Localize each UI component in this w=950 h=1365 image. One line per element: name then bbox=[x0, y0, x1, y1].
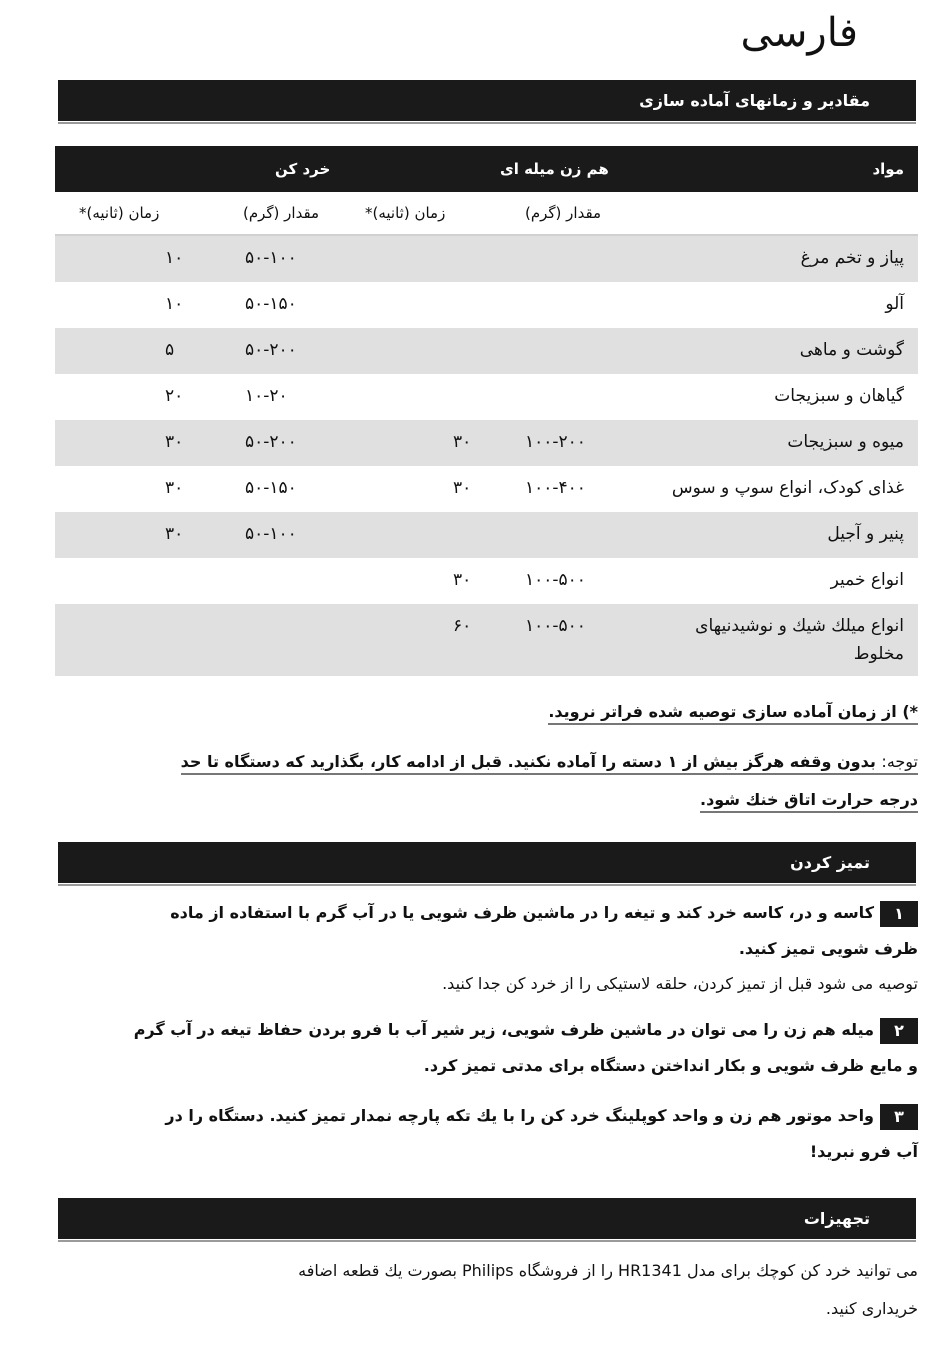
cleaning-step-2 bbox=[60, 1012, 918, 1084]
row-qty-2: ۵۰-۲۰۰ bbox=[245, 340, 297, 360]
subheader-time-1: زمان (ثانیه)* bbox=[365, 204, 446, 222]
table-row bbox=[55, 328, 918, 374]
row-item: غذای کودک، انواع سوپ و سوس bbox=[671, 478, 904, 498]
row-item: گیاهان و سبزیجات bbox=[774, 386, 904, 406]
table-row bbox=[55, 558, 918, 604]
subheader-time-2: زمان (ثانیه)* bbox=[79, 204, 160, 222]
section-header-accessories bbox=[58, 1198, 916, 1239]
cleaning-tip: توصیه می شود قبل از تمیز کردن، حلقه لاستیکی را از خرد کن جدا کنید. bbox=[442, 974, 918, 993]
header-item: مواد bbox=[872, 160, 904, 178]
row-time-2: ۱۰ bbox=[165, 294, 184, 314]
row-item: انواع میلك شيك و نوشیدنیهای مخلوط bbox=[695, 616, 904, 664]
subheader-qty-1: مقدار (گرم) bbox=[525, 204, 602, 222]
step-text-2: و مایع ظرف شویی و بکار انداختن دستگاه برای مدتی تمیز کرد. bbox=[423, 1056, 918, 1075]
row-time-2: ۳۰ bbox=[165, 478, 184, 498]
row-time-2: ۱۰ bbox=[165, 248, 184, 268]
row-qty-1: ۱۰۰-۵۰۰ bbox=[525, 616, 586, 636]
row-qty-2: ۵۰-۱۰۰ bbox=[245, 524, 297, 544]
step-text: میله هم زن را می توان در ماشین ظرف شویی، زیر شیر آب با فرو بردن حفاظ تیغه در آب گرم bbox=[133, 1020, 874, 1039]
row-item: پیاز و تخم مرغ bbox=[800, 248, 904, 268]
row-time-2: ۳۰ bbox=[165, 524, 184, 544]
section-header-quantities bbox=[58, 80, 916, 121]
row-time-2: ۵ bbox=[165, 340, 175, 360]
section-header-cleaning bbox=[58, 842, 916, 883]
table-row bbox=[55, 420, 918, 466]
row-item: آلو bbox=[885, 294, 904, 314]
step-number: ۲ bbox=[880, 1018, 918, 1044]
accessories-text bbox=[60, 1252, 918, 1328]
caution-text: بدون وقفه هرگز بیش از ۱ دسته را آماده نکنید. قبل از ادامه کار، بگذارید که دستگاه تا حد bbox=[180, 752, 876, 771]
step-number: ۳ bbox=[880, 1104, 918, 1130]
row-time-1: ۳۰ bbox=[453, 570, 472, 590]
table-header bbox=[55, 146, 918, 192]
table-row bbox=[55, 236, 918, 282]
table-row bbox=[55, 466, 918, 512]
cleaning-step-1 bbox=[60, 895, 918, 967]
row-qty-2: ۵۰-۱۵۰ bbox=[245, 478, 297, 498]
step-text: واحد موتور هم زن و واحد کوپلینگ خرد کن را با یك تکه پارچه نمدار تمیز کنید. دستگاه را در bbox=[165, 1106, 874, 1125]
section-title: تمیز کردن bbox=[790, 853, 870, 872]
header-chopper: خرد کن bbox=[275, 160, 331, 178]
section-title: مقادیر و زمانهای آماده سازی bbox=[639, 91, 870, 110]
row-qty-1: ۱۰۰-۵۰۰ bbox=[525, 570, 586, 590]
quantities-table bbox=[55, 146, 918, 676]
step-text-2: ظرف شویی تمیز کنید. bbox=[738, 939, 918, 958]
row-item: پنیر و آجیل bbox=[827, 524, 904, 544]
accessories-line-1: می توانید خرد کن کوچك برای مدل HR1341 را از فروشگاه Philips بصورت یك قطعه اضافه bbox=[298, 1261, 918, 1280]
row-qty-1: ۱۰۰-۴۰۰ bbox=[525, 478, 586, 498]
table-row bbox=[55, 604, 918, 676]
table-row bbox=[55, 512, 918, 558]
row-qty-2: ۵۰-۱۰۰ bbox=[245, 248, 297, 268]
step-text-2: آب فرو نبرید! bbox=[809, 1142, 918, 1161]
section-title: تجهیزات bbox=[803, 1209, 870, 1228]
star-note bbox=[548, 693, 918, 731]
cleaning-step-3 bbox=[60, 1098, 918, 1170]
row-time-1: ۳۰ bbox=[453, 432, 472, 452]
caution-label: توجه: bbox=[881, 752, 918, 771]
step-number: ۱ bbox=[880, 901, 918, 927]
caution-text-2: درجه حرارت اتاق خنك شود. bbox=[700, 790, 918, 813]
row-qty-2: ۵۰-۲۰۰ bbox=[245, 432, 297, 452]
table-row bbox=[55, 282, 918, 328]
row-time-2: ۳۰ bbox=[165, 432, 184, 452]
header-hand-blender: هم زن میله ای bbox=[500, 160, 609, 178]
row-item: انواع خمیر bbox=[830, 570, 904, 590]
row-qty-1: ۱۰۰-۲۰۰ bbox=[525, 432, 586, 452]
row-time-1: ۶۰ bbox=[453, 616, 472, 636]
table-subheader bbox=[55, 192, 918, 236]
row-qty-2: ۱۰-۲۰ bbox=[245, 386, 288, 406]
star-note-text: *) از زمان آماده سازی توصیه شده فراتر نروید. bbox=[548, 702, 918, 725]
subheader-qty-2: مقدار (گرم) bbox=[243, 204, 320, 222]
table-row bbox=[55, 374, 918, 420]
row-time-1: ۳۰ bbox=[453, 478, 472, 498]
caution-note bbox=[80, 743, 918, 819]
step-text: کاسه و در، کاسه خرد کند و تیغه را در ماشین ظرف شویی یا در آب گرم با استفاده از ماده bbox=[170, 903, 874, 922]
accessories-line-2: خریداری کنید. bbox=[825, 1299, 918, 1318]
row-time-2: ۲۰ bbox=[165, 386, 184, 406]
row-item: میوه و سبزیجات bbox=[787, 432, 904, 452]
row-qty-2: ۵۰-۱۵۰ bbox=[245, 294, 297, 314]
row-item: گوشت و ماهی bbox=[799, 340, 904, 360]
language-title: فارسی bbox=[740, 10, 858, 56]
